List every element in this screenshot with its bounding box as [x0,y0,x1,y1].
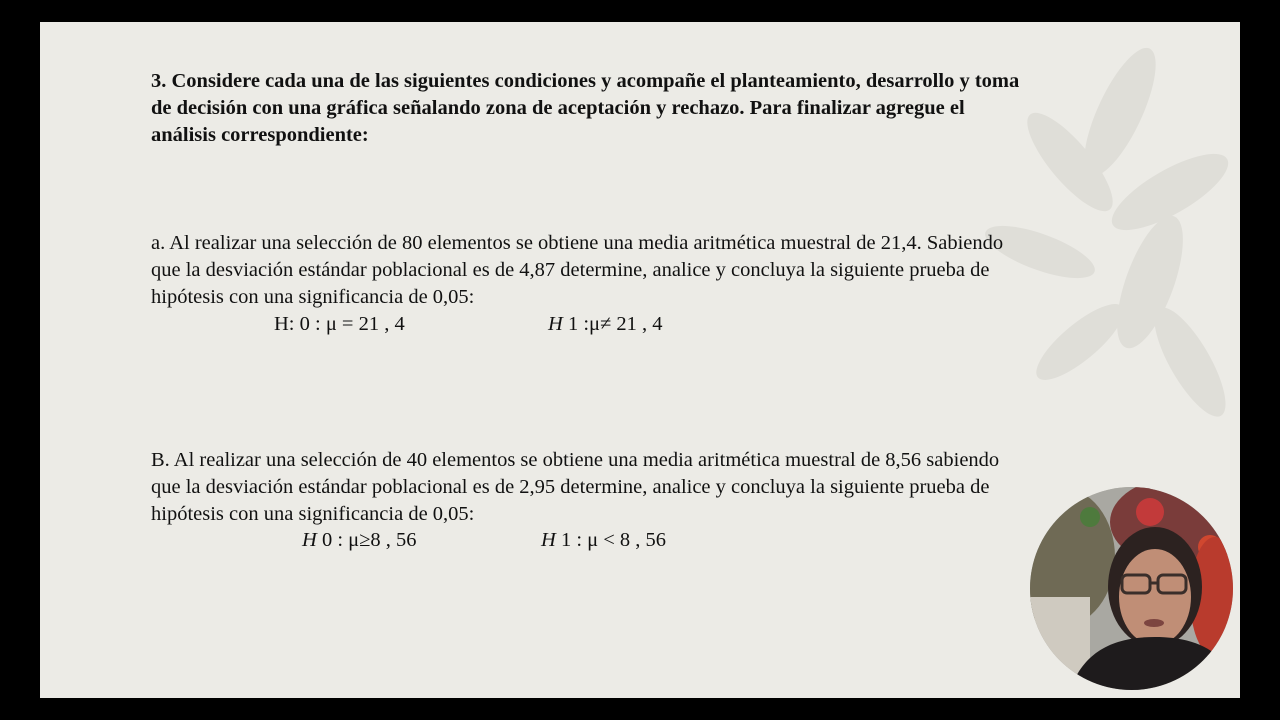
heading-line: 3. Considere cada una de las siguientes condiciones y acompañe el planteamiento, desarrollo y toma [151,70,1020,92]
hypothesis-text: 1 :μ≠ 21 , 4 [562,313,663,335]
hypothesis-symbol: H [541,529,556,551]
part-a-line: a. Al realizar una selección de 80 elementos se obtiene una media aritmética muestral de 21,4. Sabiendo [151,232,1004,254]
part-b-line: B. Al realizar una selección de 40 elementos se obtiene una media aritmética muestral de 8,56 sabiendo [151,449,1000,471]
part-b-line: hipótesis con una significancia de 0,05: [151,503,475,525]
question-heading [151,68,1131,149]
part-a-paragraph [151,230,1111,311]
hypothesis-text: 1 : μ < 8 , 56 [555,529,667,551]
part-b-paragraph [151,447,1111,528]
part-a-line: que la desviación estándar poblacional es de 4,87 determine, analice y concluya la siguiente prueba de [151,259,990,281]
hypothesis-text: 0 : μ≥8 , 56 [316,529,417,551]
heading-line: análisis correspondiente: [151,124,369,146]
part-a-alt-hypothesis [548,313,663,336]
part-b-alt-hypothesis [541,529,666,552]
presenter-webcam-icon [1030,487,1233,690]
part-a-null-hypothesis: H: 0 : μ = 21 , 4 [274,313,405,335]
heading-line: de decisión con una gráfica señalando zona de aceptación y rechazo. Para finalizar agregue el [151,97,965,119]
part-a-line: hipótesis con una significancia de 0,05: [151,286,475,308]
hypothesis-symbol: H [302,529,317,551]
part-b-null-hypothesis [302,529,417,552]
part-b-line: que la desviación estándar poblacional es de 2,95 determine, analice y concluya la siguiente prueba de [151,476,990,498]
hypothesis-symbol: H [548,313,563,335]
